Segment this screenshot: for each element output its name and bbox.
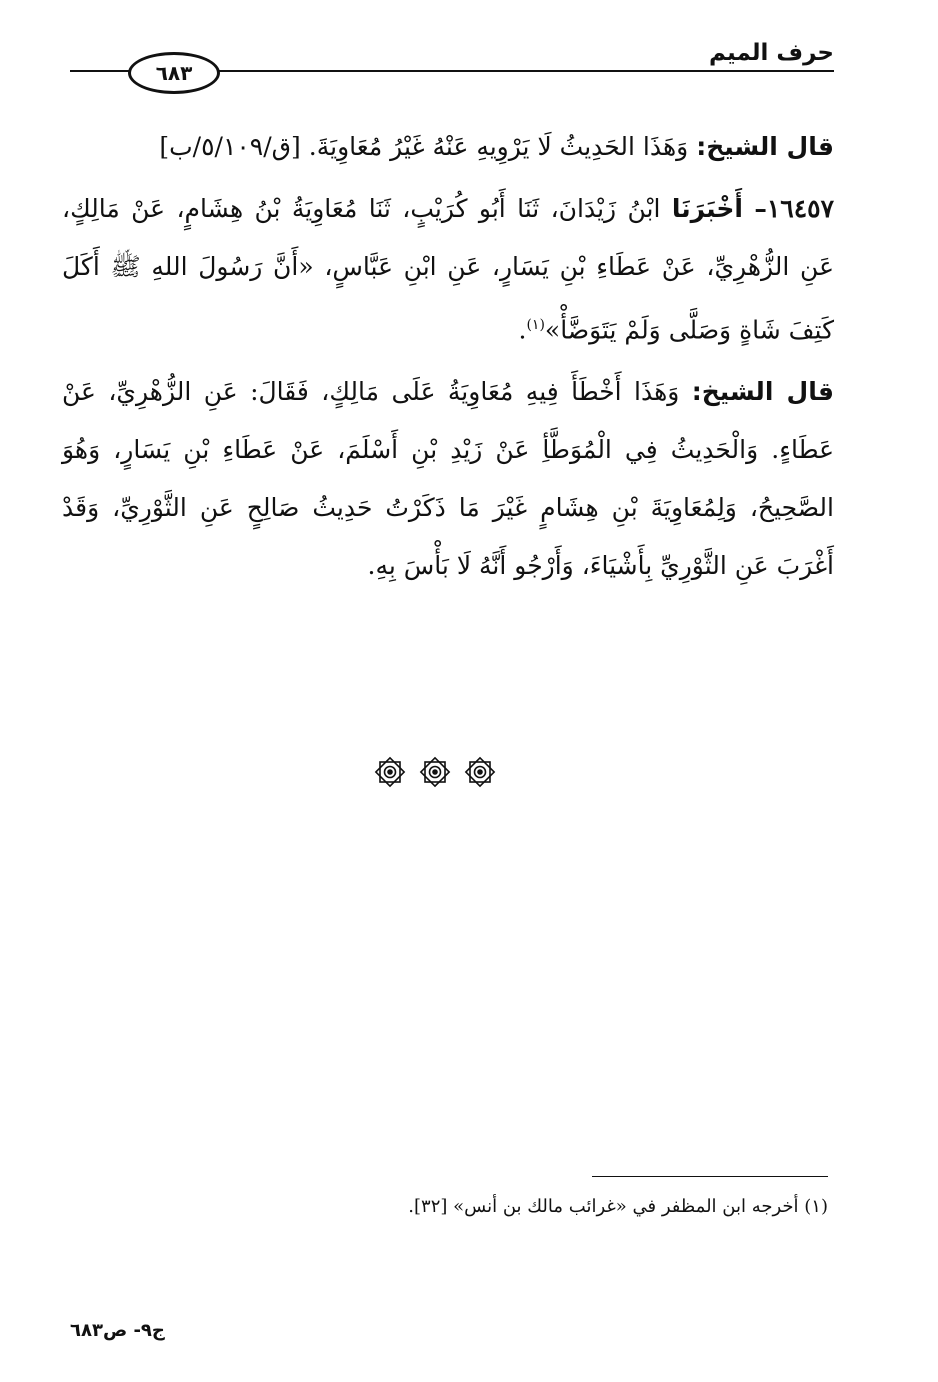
paragraph-end: .	[518, 315, 527, 345]
page-number-oval	[128, 52, 220, 94]
body-text	[62, 118, 834, 599]
ornament-star-icon	[463, 755, 497, 789]
speaker-label: قال الشيخ:	[691, 377, 834, 407]
speaker-label: قال الشيخ:	[696, 132, 834, 161]
volume-page-label: ج٩- ص٦٨٣	[70, 1320, 165, 1341]
paragraph-text: ابْنُ زَيْدَانَ، ثَنَا أَبُو كُرَيْبٍ، ثَنَا مُعَاوِيَةُ بْنُ هِشَامٍ، عَنْ مَالِكٍ، عَنِ الزُّهْرِيِّ، عَنْ عَطَاءِ بْنِ يَسَارٍ، عَنِ ابْنِ عَبَّاسٍ، «أَنَّ رَسُولَ اللهِ ﷺ أَكَلَ كَتِفَ شَاةٍ وَصَلَّى وَلَمْ يَتَوَضَّأْ»	[62, 194, 834, 345]
paragraph-text: وَهَذَا أَخْطَأَ فِيهِ مُعَاوِيَةُ عَلَى مَالِكٍ، فَقَالَ: عَنِ الزُّهْرِيِّ، عَنْ عَطَاءٍ. وَالْحَدِيثُ فِي الْمُوَطَّأِ عَنْ زَيْدِ بْنِ أَسْلَمَ، عَنْ عَطَاءِ بْنِ يَسَارٍ، وَهُوَ الصَّحِيحُ، وَلِمُعَاوِيَةَ بْنِ هِشَامٍ غَيْرَ مَا ذَكَرْتُ حَدِيثُ صَالِحٍ عَنِ الثَّوْرِيِّ، وَقَدْ أَغْرَبَ عَنِ الثَّوْرِيِّ بِأَشْيَاءَ، وَأَرْجُو أَنَّهُ لَا بَأْسَ بِهِ.	[62, 377, 834, 581]
hadith-number: ١٦٤٥٧–	[754, 194, 834, 223]
paragraph-3	[62, 363, 834, 595]
section-ornament	[373, 755, 497, 791]
chapter-title: حرف الميم	[709, 40, 834, 66]
paragraph-text: وَهَذَا الحَدِيثُ لَا يَرْوِيهِ عَنْهُ غَيْرُ مُعَاوِيَةَ. [ق/٥/١٠٩/ب]	[159, 132, 689, 161]
footnote-rule	[592, 1176, 828, 1177]
ornament-star-icon	[418, 755, 452, 789]
paragraph-1	[62, 118, 834, 176]
narration-verb: أَخْبَرَنَا	[671, 194, 743, 223]
page-number: ٦٨٣	[155, 61, 193, 85]
footnote-marker[interactable]: (١)	[526, 317, 545, 333]
paragraph-2	[62, 180, 834, 359]
footnote: (١) أخرجه ابن المظفر في «غرائب مالك بن أنس» [٣٢].	[408, 1196, 828, 1217]
ornament-star-icon	[373, 755, 407, 789]
